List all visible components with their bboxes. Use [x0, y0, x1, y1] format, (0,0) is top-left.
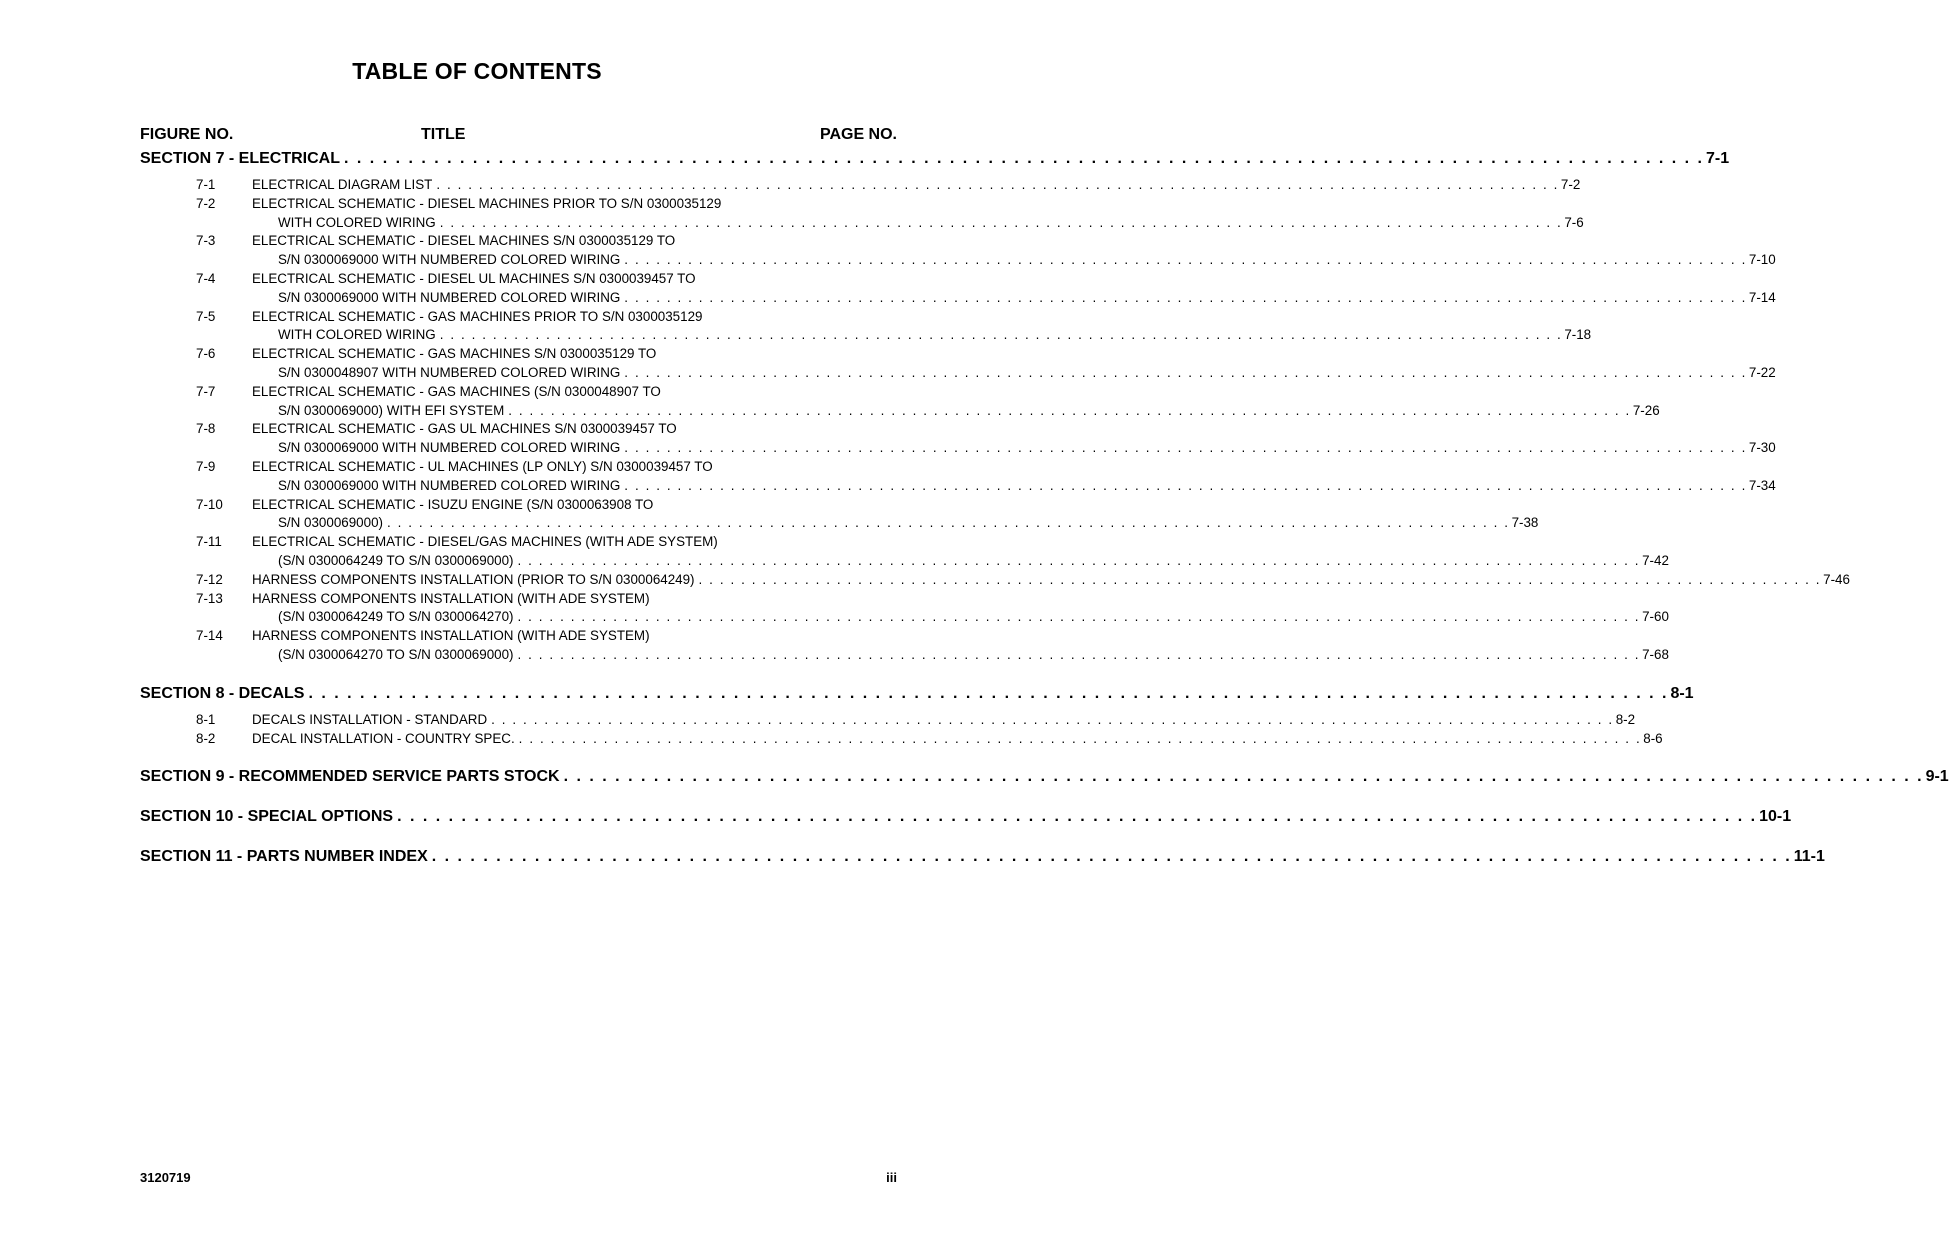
figure-no-header: FIGURE NO.	[140, 126, 234, 143]
figure-title-line	[252, 730, 1663, 749]
section-spacer	[140, 665, 880, 683]
section-page: 7-1	[1705, 150, 1730, 167]
figure-page: 7-2	[1560, 177, 1581, 192]
section-title: SECTION 11 - PARTS NUMBER INDEX	[140, 848, 428, 866]
figure-title-line: ELECTRICAL SCHEMATIC - DIESEL/GAS MACHINES (WITH ADE SYSTEM)	[252, 534, 718, 550]
figure-title	[252, 420, 1776, 458]
dot-leader: . . . . . . . . . . . . . . . . . . . . . . . . . . . . . . . . . . . . . . . . . . . . . . . . . . . . . . . . . . . . . . . . . . . . . . . . . . . . . . . . . . . . . . . . . . . . . . . . . . . . . . . . . .	[698, 571, 1822, 587]
dot-leader: . . . . . . . . . . . . . . . . . . . . . . . . . . . . . . . . . . . . . . . . . . . . . . . . . . . . . . . . . . . . . . . . . . . . . . . . . . . . . . . . . . . . . . . . . . . . . . . . . . . . . . . . . .	[624, 289, 1747, 305]
figure-title	[252, 590, 1669, 628]
figure-title-line: HARNESS COMPONENTS INSTALLATION (WITH ADE SYSTEM)	[252, 590, 650, 606]
figure-title-line	[252, 711, 1636, 730]
section-spacer	[140, 788, 880, 806]
section-entry[interactable]	[140, 806, 1792, 828]
figure-title-line: ELECTRICAL SCHEMATIC - DIESEL MACHINES S/N 0300035129 TO	[252, 233, 676, 249]
figure-title-line: ELECTRICAL SCHEMATIC - DIESEL UL MACHINES S/N 0300039457 TO	[252, 270, 696, 286]
figure-title	[252, 345, 1776, 383]
figure-title-text: WITH COLORED WIRING	[278, 327, 436, 343]
figure-number: 7-10	[196, 496, 223, 512]
section-title: SECTION 8 - DECALS	[140, 684, 305, 702]
figure-number: 7-11	[196, 534, 222, 550]
dot-leader: . . . . . . . . . . . . . . . . . . . . . . . . . . . . . . . . . . . . . . . . . . . . . . . . . . . . . . . . . . . . . . . . . . . . . . . . . . . . . . . . . . . . . . . . . . . . . . . . . . . . . . . . . .	[344, 150, 1704, 167]
figure-title-text: S/N 0300069000 WITH NUMBERED COLORED WIRING	[278, 252, 621, 268]
figure-title-text: DECAL INSTALLATION - COUNTRY SPEC.	[252, 730, 515, 746]
section-title: SECTION 7 - ELECTRICAL	[140, 150, 341, 167]
dot-leader: . . . . . . . . . . . . . . . . . . . . . . . . . . . . . . . . . . . . . . . . . . . . . . . . . . . . . . . . . . . . . . . . . . . . . . . . . . . . . . . . . . . . . . . . . . . . . . . . . . . . . . . . . .	[624, 252, 1747, 268]
figure-title	[252, 571, 1850, 590]
figure-title-line	[252, 439, 1776, 458]
figure-number: 7-4	[196, 270, 216, 286]
figure-entry[interactable]	[140, 308, 1592, 346]
figure-entry[interactable]	[140, 627, 1669, 665]
dot-leader: . . . . . . . . . . . . . . . . . . . . . . . . . . . . . . . . . . . . . . . . . . . . . . . . . . . . . . . . . . . . . . . . . . . . . . . . . . . . . . . . . . . . . . . . . . . . . . . . . . . . . . . . . .	[439, 327, 1563, 343]
figure-number: 7-1	[196, 177, 216, 192]
figure-number: 7-3	[196, 233, 216, 249]
figure-number: 7-5	[196, 308, 216, 324]
figure-entry[interactable]	[140, 383, 1660, 421]
figure-title	[252, 496, 1539, 534]
figure-entry[interactable]	[140, 711, 1636, 730]
figure-title-text: HARNESS COMPONENTS INSTALLATION (PRIOR TO S/N 0300064249)	[252, 571, 695, 587]
figure-title-text: S/N 0300069000 WITH NUMBERED COLORED WIRING	[278, 477, 621, 493]
figure-title-line	[252, 608, 1669, 627]
figure-title	[252, 195, 1584, 233]
figure-entry[interactable]	[140, 533, 1669, 571]
section-entry[interactable]	[140, 766, 1949, 788]
figure-title-text: WITH COLORED WIRING	[278, 214, 436, 230]
figure-title-line: ELECTRICAL SCHEMATIC - GAS MACHINES (S/N 0300048907 TO	[252, 383, 661, 399]
section-title: SECTION 10 - SPECIAL OPTIONS	[140, 808, 394, 826]
section-entry[interactable]	[140, 683, 1694, 705]
dot-leader: . . . . . . . . . . . . . . . . . . . . . . . . . . . . . . . . . . . . . . . . . . . . . . . . . . . . . . . . . . . . . . . . . . . . . . . . . . . . . . . . . . . . . . . . . . . . . . . . . . . . . . . . . .	[386, 515, 1510, 531]
section-spacer	[140, 748, 880, 766]
section-spacer	[140, 828, 880, 846]
section-entry[interactable]	[140, 846, 1825, 868]
figure-page: 7-68	[1642, 646, 1669, 662]
figure-title-line	[252, 514, 1539, 533]
figure-entry[interactable]	[140, 496, 1539, 534]
figure-number: 7-12	[196, 571, 223, 587]
figure-title-text: ELECTRICAL DIAGRAM LIST	[252, 177, 433, 192]
figure-title-text: S/N 0300069000 WITH NUMBERED COLORED WIRING	[278, 440, 621, 456]
figure-title	[252, 270, 1776, 308]
toc-list	[140, 148, 1949, 868]
figure-number: 8-1	[196, 711, 216, 727]
figure-entry[interactable]	[140, 458, 1776, 496]
figure-title	[252, 458, 1776, 496]
figure-page: 7-26	[1632, 402, 1660, 418]
dot-leader: . . . . . . . . . . . . . . . . . . . . . . . . . . . . . . . . . . . . . . . . . . . . . . . . . . . . . . . . . . . . . . . . . . . . . . . . . . . . . . . . . . . . . . . . . . . . . . . . . . . . . . . . . .	[517, 552, 1641, 568]
figure-title-line	[252, 289, 1776, 308]
doc-number: 3120719	[140, 1170, 191, 1185]
figure-number: 7-8	[196, 421, 216, 437]
figure-title-text: S/N 0300048907 WITH NUMBERED COLORED WIRING	[278, 364, 621, 380]
figure-page: 7-46	[1823, 571, 1850, 587]
dot-leader: . . . . . . . . . . . . . . . . . . . . . . . . . . . . . . . . . . . . . . . . . . . . . . . . . . . . . . . . . . . . . . . . . . . . . . . . . . . . . . . . . . . . . . . . . . . . . . . . . . . . . . . . . .	[491, 711, 1614, 727]
dot-leader: . . . . . . . . . . . . . . . . . . . . . . . . . . . . . . . . . . . . . . . . . . . . . . . . . . . . . . . . . . . . . . . . . . . . . . . . . . . . . . . . . . . . . . . . . . . . . . . . . . . . . . . . . .	[624, 440, 1747, 456]
figure-number: 7-13	[196, 590, 223, 606]
page-number: iii	[886, 1170, 897, 1185]
page-title: TABLE OF CONTENTS	[352, 58, 602, 84]
figure-number: 7-2	[196, 195, 216, 211]
figure-title	[252, 533, 1669, 571]
figure-number: 7-7	[196, 383, 216, 399]
figure-title-line: ELECTRICAL SCHEMATIC - DIESEL MACHINES PRIOR TO S/N 0300035129	[252, 195, 722, 211]
dot-leader: . . . . . . . . . . . . . . . . . . . . . . . . . . . . . . . . . . . . . . . . . . . . . . . . . . . . . . . . . . . . . . . . . . . . . . . . . . . . . . . . . . . . . . . . . . . . . . . . . . . . . . . . . .	[517, 609, 1641, 625]
figure-entry[interactable]	[140, 730, 1663, 749]
figure-title-line	[252, 251, 1776, 270]
dot-leader: . . . . . . . . . . . . . . . . . . . . . . . . . . . . . . . . . . . . . . . . . . . . . . . . . . . . . . . . . . . . . . . . . . . . . . . . . . . . . . . . . . . . . . . . . . . . . . . . . . . . . . . . . .	[436, 177, 1559, 192]
dot-leader: . . . . . . . . . . . . . . . . . . . . . . . . . . . . . . . . . . . . . . . . . . . . . . . . . . . . . . . . . . . . . . . . . . . . . . . . . . . . . . . . . . . . . . . . . . . . . . . . . . . . . . . . . .	[518, 730, 1642, 746]
figure-title-line	[252, 552, 1669, 571]
figure-title	[252, 176, 1581, 195]
figure-title-line	[252, 402, 1660, 421]
figure-entry[interactable]	[140, 270, 1776, 308]
figure-number: 7-14	[196, 628, 223, 644]
figure-entry[interactable]	[140, 195, 1584, 233]
figure-title-line: ELECTRICAL SCHEMATIC - UL MACHINES (LP ONLY) S/N 0300039457 TO	[252, 458, 713, 474]
dot-leader: . . . . . . . . . . . . . . . . . . . . . . . . . . . . . . . . . . . . . . . . . . . . . . . . . . . . . . . . . . . . . . . . . . . . . . . . . . . . . . . . . . . . . . . . . . . . . . . . . . . . . . . . . .	[517, 646, 1641, 662]
figure-title-line: ELECTRICAL SCHEMATIC - GAS MACHINES S/N 0300035129 TO	[252, 346, 657, 362]
figure-title-line: ELECTRICAL SCHEMATIC - GAS UL MACHINES S/N 0300039457 TO	[252, 421, 677, 437]
figure-entry[interactable]	[140, 420, 1776, 458]
dot-leader: . . . . . . . . . . . . . . . . . . . . . . . . . . . . . . . . . . . . . . . . . . . . . . . . . . . . . . . . . . . . . . . . . . . . . . . . . . . . . . . . . . . . . . . . . . . . . . . . . . . . . . . . . .	[397, 808, 1758, 826]
figure-number: 7-9	[196, 458, 216, 474]
figure-page: 7-60	[1642, 609, 1669, 625]
figure-entry[interactable]	[140, 590, 1669, 628]
figure-entry[interactable]	[140, 345, 1776, 383]
figure-title	[252, 232, 1776, 270]
figure-entry[interactable]	[140, 571, 1850, 590]
figure-title-line	[252, 364, 1776, 383]
figure-title	[252, 308, 1592, 346]
figure-page: 7-22	[1748, 364, 1776, 380]
dot-leader: . . . . . . . . . . . . . . . . . . . . . . . . . . . . . . . . . . . . . . . . . . . . . . . . . . . . . . . . . . . . . . . . . . . . . . . . . . . . . . . . . . . . . . . . . . . . . . . . . . . . . . . . . .	[431, 848, 1792, 866]
figure-entry[interactable]	[140, 176, 1581, 195]
figure-title-text: (S/N 0300064249 TO S/N 0300069000)	[278, 552, 514, 568]
figure-title-line: ELECTRICAL SCHEMATIC - GAS MACHINES PRIOR TO S/N 0300035129	[252, 308, 703, 324]
figure-page: 7-30	[1748, 440, 1776, 456]
figure-entry[interactable]	[140, 232, 1776, 270]
figure-number: 8-2	[196, 730, 216, 746]
section-page: 8-1	[1670, 684, 1694, 702]
dot-leader: . . . . . . . . . . . . . . . . . . . . . . . . . . . . . . . . . . . . . . . . . . . . . . . . . . . . . . . . . . . . . . . . . . . . . . . . . . . . . . . . . . . . . . . . . . . . . . . . . . . . . . . . . .	[308, 684, 1669, 702]
figure-title-line	[252, 326, 1592, 345]
figure-title-line	[252, 176, 1581, 195]
figure-title-line	[252, 646, 1669, 665]
figure-page: 7-38	[1511, 515, 1539, 531]
figure-title-text: S/N 0300069000 WITH NUMBERED COLORED WIRING	[278, 289, 621, 305]
figure-page: 7-6	[1564, 214, 1584, 230]
dot-leader: . . . . . . . . . . . . . . . . . . . . . . . . . . . . . . . . . . . . . . . . . . . . . . . . . . . . . . . . . . . . . . . . . . . . . . . . . . . . . . . . . . . . . . . . . . . . . . . . . . . . . . . . . .	[508, 402, 1631, 418]
figure-page: 7-34	[1748, 477, 1776, 493]
figure-title-line	[252, 477, 1776, 496]
dot-leader: . . . . . . . . . . . . . . . . . . . . . . . . . . . . . . . . . . . . . . . . . . . . . . . . . . . . . . . . . . . . . . . . . . . . . . . . . . . . . . . . . . . . . . . . . . . . . . . . . . . . . . . . . .	[439, 214, 1563, 230]
figure-title	[252, 383, 1660, 421]
section-title: SECTION 9 - RECOMMENDED SERVICE PARTS STOCK	[140, 768, 560, 786]
column-headers	[140, 126, 897, 146]
title-header: TITLE	[421, 126, 466, 143]
page-no-header: PAGE NO.	[819, 126, 897, 143]
figure-title	[252, 711, 1636, 730]
dot-leader: . . . . . . . . . . . . . . . . . . . . . . . . . . . . . . . . . . . . . . . . . . . . . . . . . . . . . . . . . . . . . . . . . . . . . . . . . . . . . . . . . . . . . . . . . . . . . . . . . . . . . . . . . .	[624, 477, 1747, 493]
figure-page: 7-14	[1748, 289, 1776, 305]
section-page: 9-1	[1925, 768, 1949, 786]
figure-title	[252, 730, 1663, 749]
section-page: 10-1	[1759, 808, 1792, 826]
figure-title	[252, 627, 1669, 665]
figure-page: 7-42	[1642, 552, 1669, 568]
figure-number: 7-6	[196, 346, 216, 362]
section-page: 11-1	[1793, 848, 1825, 866]
figure-title-text: (S/N 0300064249 TO S/N 0300064270)	[278, 609, 514, 625]
figure-title-text: (S/N 0300064270 TO S/N 0300069000)	[278, 646, 514, 662]
figure-page: 8-6	[1643, 730, 1663, 746]
figure-title-line	[252, 214, 1584, 233]
figure-page: 8-2	[1615, 711, 1636, 727]
figure-page: 7-10	[1748, 252, 1776, 268]
figure-title-line: HARNESS COMPONENTS INSTALLATION (WITH ADE SYSTEM)	[252, 628, 650, 644]
figure-title-line	[252, 571, 1850, 590]
figure-title-text: S/N 0300069000)	[278, 515, 383, 531]
figure-title-line: ELECTRICAL SCHEMATIC - ISUZU ENGINE (S/N 0300063908 TO	[252, 496, 654, 512]
section-entry[interactable]	[140, 148, 1730, 170]
figure-page: 7-18	[1564, 327, 1592, 343]
dot-leader: . . . . . . . . . . . . . . . . . . . . . . . . . . . . . . . . . . . . . . . . . . . . . . . . . . . . . . . . . . . . . . . . . . . . . . . . . . . . . . . . . . . . . . . . . . . . . . . . . . . . . . . . . .	[563, 768, 1924, 786]
figure-title-text: S/N 0300069000) WITH EFI SYSTEM	[278, 402, 505, 418]
figure-title-text: DECALS INSTALLATION - STANDARD	[252, 711, 488, 727]
dot-leader: . . . . . . . . . . . . . . . . . . . . . . . . . . . . . . . . . . . . . . . . . . . . . . . . . . . . . . . . . . . . . . . . . . . . . . . . . . . . . . . . . . . . . . . . . . . . . . . . . . . . . . . . . .	[624, 364, 1747, 380]
